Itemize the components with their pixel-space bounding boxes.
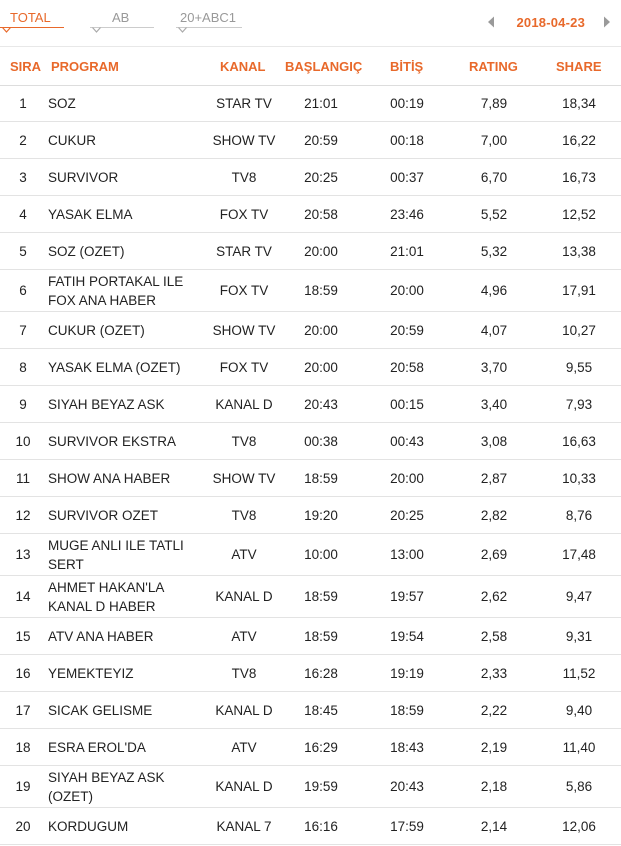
start-time-cell: 20:25 — [304, 169, 338, 185]
channel-cell: ATV — [231, 547, 257, 562]
start-time-cell: 18:59 — [304, 589, 338, 604]
table-header — [0, 47, 621, 86]
share-cell: 17,48 — [562, 547, 596, 562]
start-time-cell: 18:59 — [304, 470, 338, 486]
column-header-program[interactable]: PROGRAM — [51, 59, 119, 74]
end-time-cell: 00:15 — [390, 396, 424, 412]
share-cell: 9,47 — [565, 589, 593, 604]
share-cell: 16,63 — [562, 433, 596, 449]
end-time-cell: 20:58 — [390, 359, 424, 375]
rating-cell: 7,00 — [480, 132, 508, 148]
column-header-bitis[interactable]: BİTİŞ — [390, 59, 424, 74]
end-time-cell: 13:00 — [390, 547, 424, 562]
rating-cell: 3,40 — [480, 396, 508, 412]
table-row[interactable] — [0, 808, 621, 845]
channel-cell: SHOW TV — [212, 470, 276, 486]
table-row[interactable] — [0, 85, 621, 122]
end-time-cell: 20:43 — [390, 779, 424, 794]
start-time-cell: 18:45 — [304, 702, 338, 718]
share-cell: 11,52 — [562, 665, 596, 681]
table-row[interactable] — [0, 729, 621, 766]
end-time-cell: 23:46 — [390, 206, 424, 222]
program-cell: KORDUGUM — [48, 818, 129, 834]
rating-cell: 4,07 — [480, 322, 508, 338]
rank-cell: 1 — [19, 95, 27, 111]
start-time-cell: 10:00 — [304, 547, 338, 562]
rating-cell: 6,70 — [480, 169, 508, 185]
rank-cell: 15 — [15, 628, 31, 644]
rank-cell: 9 — [19, 396, 27, 412]
program-cell: ATV ANA HABER — [48, 628, 154, 644]
share-cell: 16,73 — [562, 169, 596, 185]
program-cell: YASAK ELMA (OZET) — [48, 359, 181, 375]
channel-cell: ATV — [231, 739, 257, 755]
channel-cell: TV8 — [231, 169, 257, 185]
program-cell: SOZ — [48, 95, 76, 111]
program-cell: SICAK GELISME — [48, 702, 153, 718]
start-time-cell: 20:43 — [304, 396, 338, 412]
start-time-cell: 00:38 — [304, 433, 338, 449]
rating-cell: 5,52 — [480, 206, 508, 222]
end-time-cell: 19:19 — [390, 665, 424, 681]
rank-cell: 18 — [15, 739, 31, 755]
rating-cell: 3,70 — [480, 359, 508, 375]
start-time-cell: 20:00 — [304, 243, 338, 259]
start-time-cell: 20:00 — [304, 322, 338, 338]
share-cell: 17,91 — [562, 283, 596, 298]
start-time-cell: 21:01 — [304, 95, 338, 111]
share-cell: 12,52 — [562, 206, 596, 222]
rank-cell: 5 — [19, 243, 27, 259]
table-row[interactable] — [0, 766, 621, 808]
share-cell: 18,34 — [562, 95, 596, 111]
start-time-cell: 16:16 — [304, 818, 338, 834]
chevron-right-icon — [603, 16, 611, 28]
end-time-cell: 00:37 — [390, 169, 424, 185]
column-header-kanal[interactable]: KANAL — [220, 59, 266, 74]
program-cell: FATIH PORTAKAL ILE FOX ANA HABER — [48, 273, 184, 308]
channel-cell: SHOW TV — [212, 322, 276, 338]
start-time-cell: 16:28 — [304, 665, 338, 681]
rank-cell: 3 — [19, 169, 27, 185]
current-date: 2018-04-23 — [516, 14, 585, 30]
channel-cell: KANAL D — [215, 589, 273, 604]
table-row[interactable] — [0, 423, 621, 460]
end-time-cell: 20:25 — [390, 507, 424, 523]
end-time-cell: 18:59 — [390, 702, 424, 718]
rating-cell: 2,19 — [480, 739, 508, 755]
rank-cell: 17 — [15, 702, 31, 718]
start-time-cell: 18:59 — [304, 628, 338, 644]
rank-cell: 12 — [15, 507, 31, 523]
channel-cell: KANAL 7 — [216, 818, 272, 834]
tab-ab-label: AB — [112, 10, 130, 25]
table-row[interactable] — [0, 497, 621, 534]
table-row[interactable] — [0, 122, 621, 159]
table-row[interactable] — [0, 233, 621, 270]
column-header-baslangic[interactable]: BAŞLANGIÇ — [285, 59, 363, 74]
table-row[interactable] — [0, 618, 621, 655]
channel-cell: FOX TV — [219, 206, 269, 222]
share-cell: 8,76 — [565, 507, 593, 523]
end-time-cell: 21:01 — [390, 243, 424, 259]
prev-date-button[interactable] — [485, 14, 497, 30]
table-row[interactable] — [0, 534, 621, 576]
rank-cell: 7 — [19, 322, 27, 338]
start-time-cell: 20:59 — [304, 132, 338, 148]
tab-20-abc1-label: 20+ABC1 — [180, 10, 237, 25]
rating-cell: 2,33 — [480, 665, 508, 681]
rank-cell: 10 — [15, 433, 31, 449]
program-cell: AHMET HAKAN'LA KANAL D HABER — [48, 579, 164, 614]
program-cell: SIYAH BEYAZ ASK (OZET) — [48, 769, 165, 804]
rank-cell: 16 — [15, 665, 31, 681]
column-header-sira[interactable]: SIRA — [10, 59, 42, 74]
rating-cell: 2,22 — [480, 702, 508, 718]
next-date-button[interactable] — [601, 14, 613, 30]
channel-cell: STAR TV — [216, 243, 272, 259]
start-time-cell: 16:29 — [304, 739, 338, 755]
table-row[interactable] — [0, 196, 621, 233]
channel-cell: KANAL D — [215, 396, 273, 412]
rating-cell: 2,82 — [480, 507, 508, 523]
rating-cell: 5,32 — [480, 243, 508, 259]
share-cell: 16,22 — [562, 132, 596, 148]
rank-cell: 11 — [15, 470, 30, 486]
program-cell: SOZ (OZET) — [48, 243, 125, 259]
table-row[interactable] — [0, 576, 621, 618]
start-time-cell: 20:00 — [304, 359, 338, 375]
rating-cell: 4,96 — [480, 283, 508, 298]
channel-cell: FOX TV — [219, 359, 269, 375]
rank-cell: 2 — [19, 132, 27, 148]
start-time-cell: 19:20 — [304, 507, 338, 523]
rank-cell: 14 — [15, 589, 31, 604]
program-cell: YEMEKTEYIZ — [48, 665, 134, 681]
start-time-cell: 18:59 — [304, 283, 338, 298]
channel-cell: SHOW TV — [212, 132, 276, 148]
rating-cell: 7,89 — [480, 95, 508, 111]
share-cell: 10,33 — [562, 470, 596, 486]
share-cell: 11,40 — [562, 739, 596, 755]
share-cell: 9,55 — [565, 359, 593, 375]
program-cell: CUKUR — [48, 132, 97, 148]
chevron-down-icon — [92, 27, 101, 33]
share-cell: 9,31 — [565, 628, 593, 644]
program-cell: SHOW ANA HABER — [48, 470, 171, 486]
table-row[interactable] — [0, 312, 621, 349]
program-cell: SURVIVOR EKSTRA — [48, 433, 177, 449]
ratings-table-body — [0, 85, 621, 845]
table-row[interactable] — [0, 386, 621, 423]
end-time-cell: 18:43 — [390, 739, 424, 755]
rank-cell: 20 — [15, 818, 31, 834]
program-cell: MUGE ANLI ILE TATLI SERT — [48, 537, 184, 572]
tab-total-label: TOTAL — [10, 10, 51, 25]
rating-cell: 2,62 — [480, 589, 508, 604]
table-row[interactable] — [0, 655, 621, 692]
program-cell: ESRA EROL'DA — [48, 739, 146, 755]
column-header-share[interactable]: SHARE — [556, 59, 602, 74]
rating-cell: 2,69 — [480, 547, 508, 562]
channel-cell: FOX TV — [219, 283, 269, 298]
chevron-down-icon — [2, 27, 11, 33]
end-time-cell: 19:57 — [390, 589, 424, 604]
channel-cell: KANAL D — [215, 779, 273, 794]
top-bar — [0, 0, 621, 47]
table-row[interactable] — [0, 692, 621, 729]
channel-cell: ATV — [231, 628, 257, 644]
rating-cell: 2,18 — [480, 779, 508, 794]
channel-cell: TV8 — [231, 433, 257, 449]
channel-cell: TV8 — [231, 665, 257, 681]
table-row[interactable] — [0, 270, 621, 312]
program-cell: YASAK ELMA — [48, 206, 133, 222]
rank-cell: 6 — [19, 283, 27, 298]
share-cell: 5,86 — [565, 779, 593, 794]
end-time-cell: 20:00 — [390, 470, 424, 486]
rank-cell: 19 — [15, 779, 31, 794]
table-row[interactable] — [0, 159, 621, 196]
share-cell: 9,40 — [565, 702, 593, 718]
rating-cell: 2,14 — [480, 818, 508, 834]
chevron-left-icon — [487, 16, 495, 28]
share-cell: 12,06 — [562, 818, 596, 834]
end-time-cell: 19:54 — [390, 628, 424, 644]
chevron-down-icon — [178, 27, 187, 33]
end-time-cell: 00:18 — [390, 132, 424, 148]
rating-cell: 3,08 — [480, 433, 508, 449]
column-header-rating[interactable]: RATING — [469, 59, 518, 74]
rating-cell: 2,58 — [480, 628, 508, 644]
end-time-cell: 20:59 — [390, 322, 424, 338]
channel-cell: TV8 — [231, 507, 257, 523]
start-time-cell: 20:58 — [304, 206, 338, 222]
share-cell: 10,27 — [562, 322, 596, 338]
program-cell: CUKUR (OZET) — [48, 322, 145, 338]
table-row[interactable] — [0, 349, 621, 386]
table-row[interactable] — [0, 460, 621, 497]
tab-ab[interactable] — [90, 10, 129, 25]
channel-cell: KANAL D — [215, 702, 273, 718]
channel-cell: STAR TV — [216, 95, 272, 111]
program-cell: SIYAH BEYAZ ASK — [48, 396, 165, 412]
rating-cell: 2,87 — [480, 470, 508, 486]
tab-20-abc1[interactable] — [176, 10, 236, 25]
end-time-cell: 20:00 — [390, 283, 424, 298]
end-time-cell: 17:59 — [390, 818, 424, 834]
start-time-cell: 19:59 — [304, 779, 338, 794]
end-time-cell: 00:19 — [390, 95, 424, 111]
end-time-cell: 00:43 — [390, 433, 424, 449]
program-cell: SURVIVOR OZET — [48, 507, 159, 523]
share-cell: 7,93 — [565, 396, 593, 412]
share-cell: 13,38 — [562, 243, 596, 259]
rank-cell: 4 — [19, 206, 27, 222]
program-cell: SURVIVOR — [48, 169, 119, 185]
tab-total[interactable] — [0, 10, 51, 25]
rank-cell: 8 — [19, 359, 27, 375]
rank-cell: 13 — [15, 547, 31, 562]
date-navigator — [485, 14, 614, 30]
